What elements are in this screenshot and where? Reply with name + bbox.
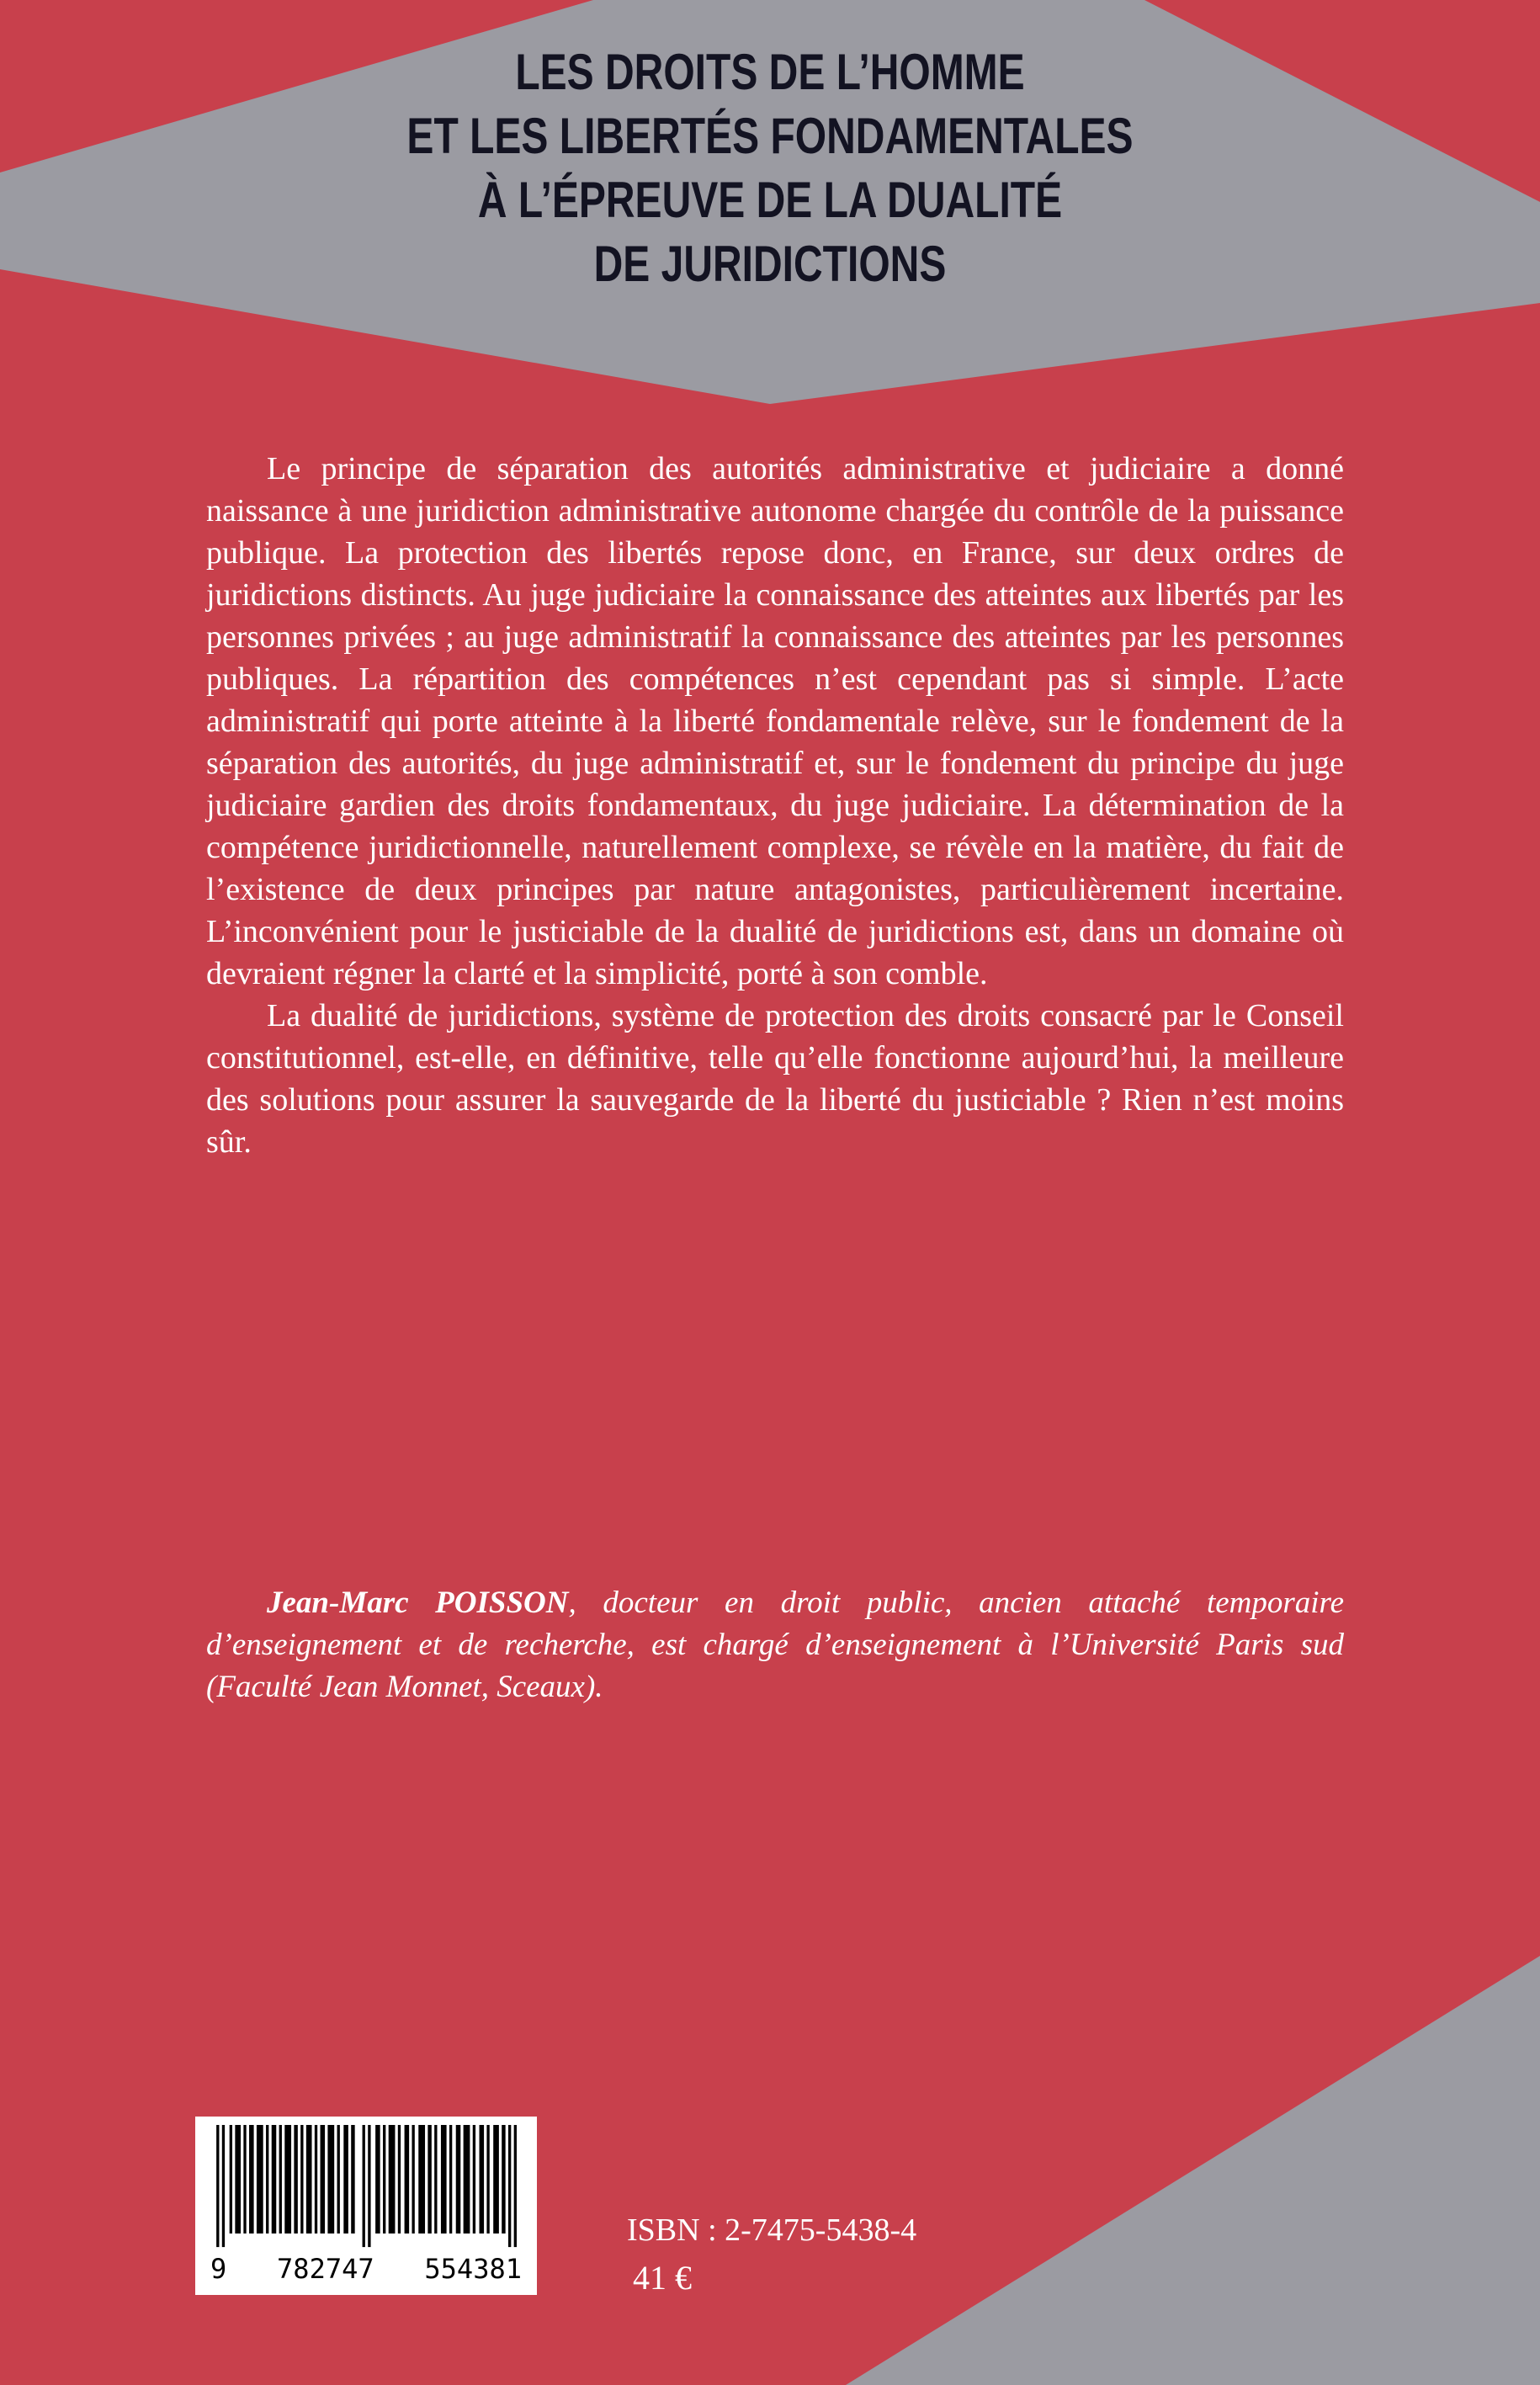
barcode-bars-graphic — [207, 2125, 525, 2253]
barcode-digit-left: 9 — [210, 2253, 227, 2285]
synopsis — [206, 448, 1344, 1163]
price-text: 41 € — [633, 2259, 692, 2297]
barcode-digit-group-1: 782747 — [277, 2253, 374, 2285]
barcode-digit-group-2: 554381 — [424, 2253, 522, 2285]
synopsis-paragraph-2: La dualité de juridictions, système de protection des droits consacré par le Conseil constitutionnel, est-elle, en définitive, telle qu’elle fonctionne aujourd’hui, la meilleure des solutions pour assurer la sauvegarde de la liberté du justiciable ? Rien n’est moins sûr. — [206, 998, 1344, 1160]
title-line-2: ET LES LIBERTÉS FONDAMENTALES — [406, 108, 1134, 164]
author-bio-rest: , docteur en droit public, ancien attaché temporaire d’enseignement et de recherche, est chargé d’enseignement à l’Université Paris sud (Faculté Jean Monnet, Sceaux). — [206, 1586, 1345, 1704]
synopsis-paragraph-1: Le principe de séparation des autorités administrative et judiciaire a donné naissance à une juridiction administrative autonome chargée du contrôle de la puissance publique. La protection des libertés repose donc, en France, sur deux ordres de juridictions distincts. Au juge judiciaire la connaissance des atteintes aux libertés par les personnes privées ; au juge administratif la connaissance des atteintes par les personnes publiques. La répartition des compétences n’est cependant pas si simple. L’acte administratif qui porte atteinte à la liberté fondamentale relève, sur le fondement de la séparation des autorités, du juge administratif et, sur le fondement du principe du juge judiciaire gardien des droits fondamentaux, du juge judiciaire. La détermination de la compétence juridictionnelle, naturellement complexe, se révèle en la matière, du fait de l’existence de deux principes par nature antagonistes, particulièrement incertaine. L’inconvénient pour le justiciable de la dualité de juridictions est, dans un domaine où devraient régner la clarté et la simplicité, porté à son comble. — [206, 451, 1344, 991]
author-bio — [206, 1582, 1344, 1708]
title-line-1: LES DROITS DE L’HOMME — [515, 44, 1025, 100]
gray-corner-triangle — [846, 1956, 1540, 2385]
author-bio-text — [206, 1582, 1344, 1708]
isbn-text: ISBN : 2-7475-5438-4 — [627, 2212, 917, 2248]
title-line-3: À L’ÉPREUVE DE LA DUALITÉ — [477, 172, 1063, 228]
title-line-4: DE JURIDICTIONS — [593, 236, 947, 292]
barcode-digits — [207, 2253, 525, 2285]
barcode — [195, 2117, 537, 2295]
title-block — [154, 40, 1386, 296]
author-name: Jean-Marc POISSON — [267, 1586, 569, 1620]
